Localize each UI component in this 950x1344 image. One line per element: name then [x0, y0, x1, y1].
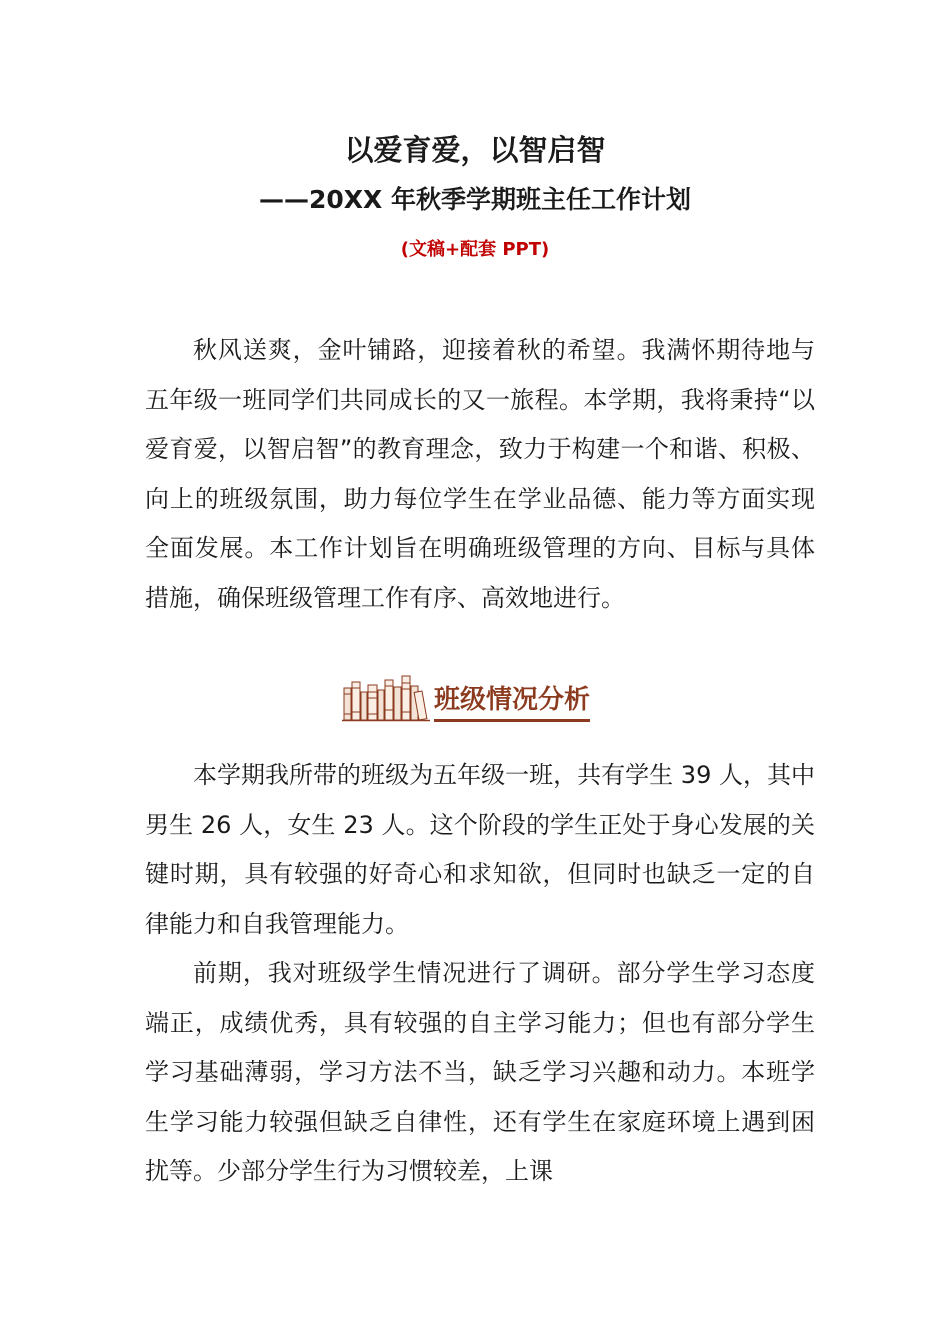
section-heading — [340, 670, 590, 722]
class-survey-paragraph: 前期，我对班级学生情况进行了调研。部分学生学习态度端正，成绩优秀，具有较强的自主学习能力；但也有部分学生学习基础薄弱，学习方法不当，缺乏学习兴趣和动力。本班学生学习能力较强但缺乏自律性，还有学生在家庭环境上遇到困扰等。少部分学生行为习惯较差，上课 — [145, 959, 815, 1185]
document-note: (文稿+配套 PPT) — [400, 239, 550, 260]
document-subtitle: ——20XX 年秋季学期班主任工作计划 — [258, 185, 692, 214]
document-title: 以爱育爱，以智启智 — [344, 133, 606, 167]
class-overview-paragraph: 本学期我所带的班级为五年级一班，共有学生 39 人，其中男生 26 人，女生 23 人。这个阶段的学生正处于身心发展的关键时期，具有较强的好奇心和求知欲，但同时也缺乏一定的自律能力和自我管理能力。 — [145, 761, 815, 938]
intro-paragraph: 秋风送爽，金叶铺路，迎接着秋的希望。我满怀期待地与五年级一班同学们共同成长的又一旅程。本学期，我将秉持“以爱育爱，以智启智”的教育理念，致力于构建一个和谐、积极、向上的班级氛围，助力每位学生在学业品德、能力等方面实现全面发展。本工作计划旨在明确班级管理的方向、目标与具体措施，确保班级管理工作有序、高效地进行。 — [145, 336, 815, 612]
books-icon — [340, 674, 432, 722]
section-title: 班级情况分析 — [434, 683, 590, 722]
